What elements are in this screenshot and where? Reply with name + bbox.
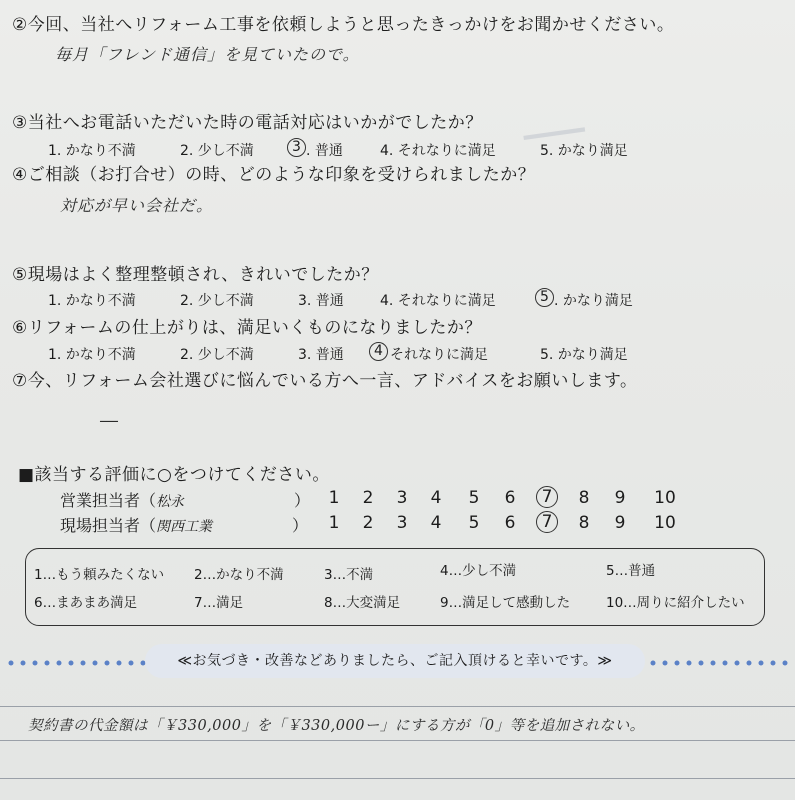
- rating-sales-7-selected: 7: [536, 486, 558, 508]
- rating-label-site: [60, 513, 308, 536]
- rating-sales-2: 2: [362, 488, 374, 508]
- rating-site-7-selected: 7: [536, 511, 558, 533]
- rating-sales-4: 4: [430, 488, 442, 508]
- rating-sales-1: 1: [328, 488, 340, 508]
- rating-site-5: 5: [468, 513, 480, 533]
- rating-sales-9: 9: [614, 488, 626, 508]
- rating-heading: ■該当する評価に○をつけてください。: [18, 465, 330, 485]
- legend-item-1: 1…もう頼みたくない: [34, 567, 165, 583]
- question-4: ④ご相談（お打合せ）の時、どのような印象を受けられましたか？: [12, 165, 536, 185]
- legend-item-4: 4…少し不満: [440, 563, 517, 579]
- rating-site-1: 1: [328, 513, 340, 533]
- question-6: ⑥リフォームの仕上がりは、満足いくものになりましたか？: [12, 318, 482, 338]
- rating-sales-10: 10: [654, 488, 676, 508]
- option-5-2: 2. 少し不満: [180, 293, 254, 309]
- option-5-1: 1. かなり不満: [48, 293, 136, 309]
- dotted-divider-left: [8, 660, 148, 666]
- option-5-5-label: . かなり満足: [554, 293, 633, 309]
- rating-label-site-name: 関西工業: [156, 519, 213, 535]
- rating-label-site-pre: 現場担当者（: [60, 516, 157, 535]
- comment-banner: ≪お気づき・改善などありましたら、ご記入頂けると幸いです。≫: [145, 644, 645, 678]
- rating-label-site-post: ）: [292, 516, 309, 535]
- option-5-5-number: 5: [535, 288, 554, 307]
- options-6: [0, 344, 795, 366]
- question-7: ⑦今、リフォーム会社選びに悩んでいる方へ一言、アドバイスをお願いします。: [12, 371, 638, 391]
- rating-row-sales: [60, 488, 760, 512]
- option-3-1: 1. かなり不満: [48, 143, 136, 159]
- answer-2: 毎月「フレンド通信」を見ていたので。: [55, 45, 360, 64]
- rating-site-3: 3: [396, 513, 408, 533]
- option-3-2: 2. 少し不満: [180, 143, 254, 159]
- ruled-line-3: [0, 778, 795, 779]
- watermark-graphic: ＿: [516, 69, 586, 147]
- answer-7: ―: [100, 410, 119, 431]
- question-2: ②今回、当社へリフォーム工事を依頼しようと思ったきっかけをお聞かせください。: [12, 15, 675, 35]
- rating-label-sales-name: 松永: [156, 494, 185, 510]
- options-5: [0, 290, 795, 312]
- rating-label-sales-pre: 営業担当者（: [60, 491, 157, 510]
- option-6-4-number: 4: [369, 342, 388, 361]
- option-5-3: 3. 普通: [298, 293, 344, 309]
- option-3-5: 5. かなり満足: [540, 143, 628, 159]
- rating-site-10: 10: [654, 513, 676, 533]
- legend-item-3: 3…不満: [324, 567, 374, 583]
- question-3: ③当社へお電話いただいた時の電話対応はいかがでしたか？: [12, 113, 483, 133]
- option-5-4: 4. それなりに満足: [380, 293, 496, 309]
- legend-item-9: 9…満足して感動した: [440, 595, 571, 611]
- option-6-2: 2. 少し不満: [180, 347, 254, 363]
- rating-sales-5: 5: [468, 488, 480, 508]
- option-3-3-number: 3: [287, 138, 306, 157]
- legend-item-10: 10…周りに紹介したい: [606, 595, 745, 611]
- option-3-4: 4. それなりに満足: [380, 143, 496, 159]
- legend-item-8: 8…大変満足: [324, 595, 401, 611]
- ruled-line-1: [0, 706, 795, 707]
- option-6-4-label: それなりに満足: [390, 347, 488, 363]
- rating-site-9: 9: [614, 513, 626, 533]
- comment-answer: 契約書の代金額は「￥330,000」を「￥330,000ー」にする方が「0」等を追加されない。: [28, 718, 645, 734]
- answer-4: 対応が早い会社だ。: [60, 196, 214, 215]
- rating-sales-6: 6: [504, 488, 516, 508]
- option-6-1: 1. かなり不満: [48, 347, 136, 363]
- rating-legend: [25, 548, 765, 626]
- rating-sales-8: 8: [578, 488, 590, 508]
- rating-site-4: 4: [430, 513, 442, 533]
- legend-item-5: 5…普通: [606, 563, 656, 579]
- legend-item-6: 6…まあまあ満足: [34, 595, 138, 611]
- rating-site-8: 8: [578, 513, 590, 533]
- rating-site-6: 6: [504, 513, 516, 533]
- rating-site-2: 2: [362, 513, 374, 533]
- legend-item-7: 7…満足: [194, 595, 244, 611]
- rating-row-site: [60, 513, 760, 537]
- legend-item-2: 2…かなり不満: [194, 567, 284, 583]
- option-6-5: 5. かなり満足: [540, 347, 628, 363]
- options-3: [0, 140, 795, 162]
- ruled-line-2: [0, 740, 795, 741]
- option-3-3-label: . 普通: [306, 143, 343, 159]
- rating-sales-3: 3: [396, 488, 408, 508]
- dotted-divider-right: [650, 660, 790, 666]
- option-6-3: 3. 普通: [298, 347, 344, 363]
- rating-label-sales: [60, 488, 310, 511]
- question-5: ⑤現場はよく整理整頓され、きれいでしたか？: [12, 265, 379, 285]
- rating-label-sales-post: ）: [294, 491, 311, 510]
